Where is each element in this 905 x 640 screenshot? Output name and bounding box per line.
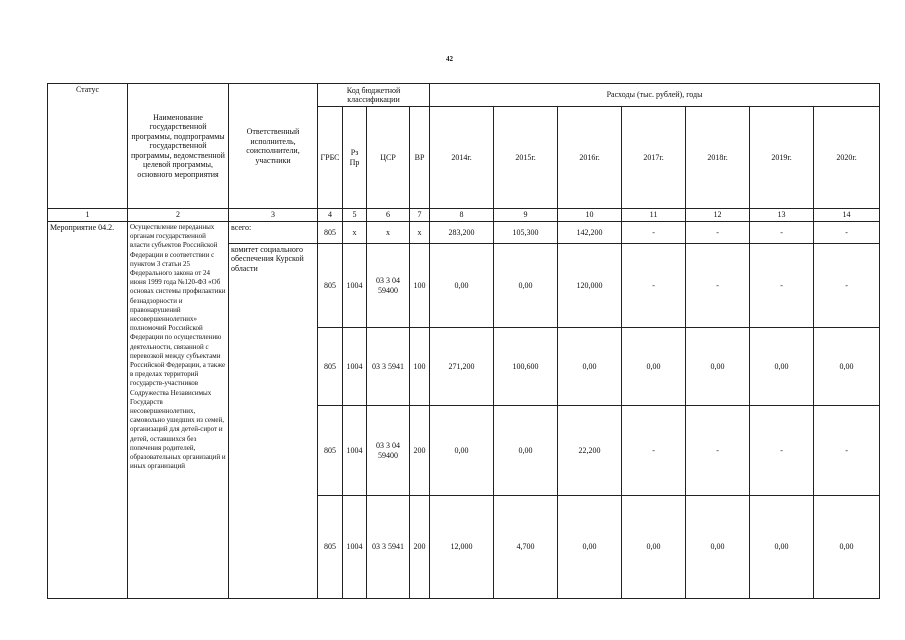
cell-csr: 03 3 04 59400 [367, 243, 410, 327]
cell-grbs: 805 [318, 495, 343, 598]
cell-value: 0,00 [622, 328, 686, 406]
cell-grbs: 805 [318, 243, 343, 327]
column-number: 5 [343, 209, 367, 222]
cell-value: 0,00 [686, 495, 750, 598]
header-responsible: Ответственный исполнитель, соисполнители, участники [229, 84, 318, 209]
header-status: Статус [48, 84, 128, 209]
cell-csr: 03 3 5941 [367, 495, 410, 598]
column-number: 6 [367, 209, 410, 222]
header-grbs: ГРБС [318, 107, 343, 209]
cell-value: - [750, 221, 814, 243]
cell-value: - [750, 406, 814, 495]
header-rzpr: Рз Пр [343, 107, 367, 209]
header-vr: ВР [410, 107, 430, 209]
cell-value: 0,00 [750, 495, 814, 598]
cell-csr: х [367, 221, 410, 243]
cell-rzpr: 1004 [343, 495, 367, 598]
header-year: 2019г. [750, 107, 814, 209]
cell-value: 0,00 [558, 328, 622, 406]
cell-value: 0,00 [430, 243, 494, 327]
column-number: 12 [686, 209, 750, 222]
cell-value: 0,00 [622, 495, 686, 598]
total-label: всего: [229, 221, 318, 243]
cell-value: 0,00 [494, 406, 558, 495]
cell-value: 120,000 [558, 243, 622, 327]
column-number: 13 [750, 209, 814, 222]
header-csr: ЦСР [367, 107, 410, 209]
column-number: 10 [558, 209, 622, 222]
cell-csr: 03 3 5941 [367, 328, 410, 406]
cell-value: 4,700 [494, 495, 558, 598]
budget-expenses-table [47, 83, 880, 599]
cell-value: 0,00 [750, 328, 814, 406]
cell-value: 100,600 [494, 328, 558, 406]
cell-rzpr: 1004 [343, 243, 367, 327]
cell-vr: 100 [410, 328, 430, 406]
column-number: 9 [494, 209, 558, 222]
cell-value: 0,00 [430, 406, 494, 495]
column-number: 4 [318, 209, 343, 222]
column-number: 2 [128, 209, 229, 222]
cell-value: 22,200 [558, 406, 622, 495]
cell-value: 0,00 [686, 328, 750, 406]
cell-value: - [622, 221, 686, 243]
cell-value: 12,000 [430, 495, 494, 598]
header-year: 2018г. [686, 107, 750, 209]
column-number: 8 [430, 209, 494, 222]
measure-status: Мероприятие 04.2. [48, 221, 128, 598]
cell-rzpr: 1004 [343, 328, 367, 406]
cell-value: - [622, 243, 686, 327]
cell-value: 283,200 [430, 221, 494, 243]
column-number: 3 [229, 209, 318, 222]
cell-grbs: 805 [318, 221, 343, 243]
header-row-1 [48, 84, 880, 107]
cell-grbs: 805 [318, 328, 343, 406]
header-year: 2017г. [622, 107, 686, 209]
cell-value: - [814, 221, 880, 243]
cell-value: 0,00 [814, 328, 880, 406]
header-year: 2014г. [430, 107, 494, 209]
cell-value: 0,00 [494, 243, 558, 327]
cell-value: - [686, 406, 750, 495]
column-number: 7 [410, 209, 430, 222]
cell-grbs: 805 [318, 406, 343, 495]
cell-rzpr: х [343, 221, 367, 243]
column-number: 11 [622, 209, 686, 222]
cell-value: - [622, 406, 686, 495]
cell-value: - [750, 243, 814, 327]
header-budget-code: Код бюджетной классификации [318, 84, 430, 107]
participant: комитет социального обеспечения Курской области [229, 243, 318, 598]
cell-csr: 03 3 04 59400 [367, 406, 410, 495]
header-year: 2016г. [558, 107, 622, 209]
header-year: 2020г. [814, 107, 880, 209]
header-expenses: Расходы (тыс. рублей), годы [430, 84, 880, 107]
cell-value: - [814, 406, 880, 495]
cell-value: - [686, 221, 750, 243]
cell-value: 142,200 [558, 221, 622, 243]
cell-rzpr: 1004 [343, 406, 367, 495]
cell-vr: 100 [410, 243, 430, 327]
measure-name: Осуществление переданных органам государственной власти субъектов Российской Федерации в соответствии с пунктом 3 статьи 25 Федерального закона от 24 июня 1999 года №120-ФЗ «Об основах системы профилактики безнадзорности и правонарушений несовершеннолетних» полномочий Российской Федерации по осуществлению деятельности, связанной с перевозкой между субъектами Российской Федерации, а также в пределах территорий государств-участников Содружества Независимых Государств несовершеннолетних, самовольно ушедших из семей, организаций для детей-сирот и детей, оставшихся без попечения родителей, образовательных организаций и иных организаций [128, 221, 229, 598]
column-number: 1 [48, 209, 128, 222]
header-year: 2015г. [494, 107, 558, 209]
cell-value: 0,00 [814, 495, 880, 598]
cell-value: 271,200 [430, 328, 494, 406]
cell-value: 0,00 [558, 495, 622, 598]
cell-vr: х [410, 221, 430, 243]
cell-value: - [814, 243, 880, 327]
cell-value: 105,300 [494, 221, 558, 243]
cell-value: - [686, 243, 750, 327]
column-numbers-row [48, 209, 880, 222]
header-name: Наименование государственной программы, подпрограммы государственной программы, ведомственной целевой программы, основного мероприятия [128, 84, 229, 209]
page-number: 42 [446, 55, 453, 63]
table-row [48, 221, 880, 243]
cell-vr: 200 [410, 406, 430, 495]
cell-vr: 200 [410, 495, 430, 598]
column-number: 14 [814, 209, 880, 222]
